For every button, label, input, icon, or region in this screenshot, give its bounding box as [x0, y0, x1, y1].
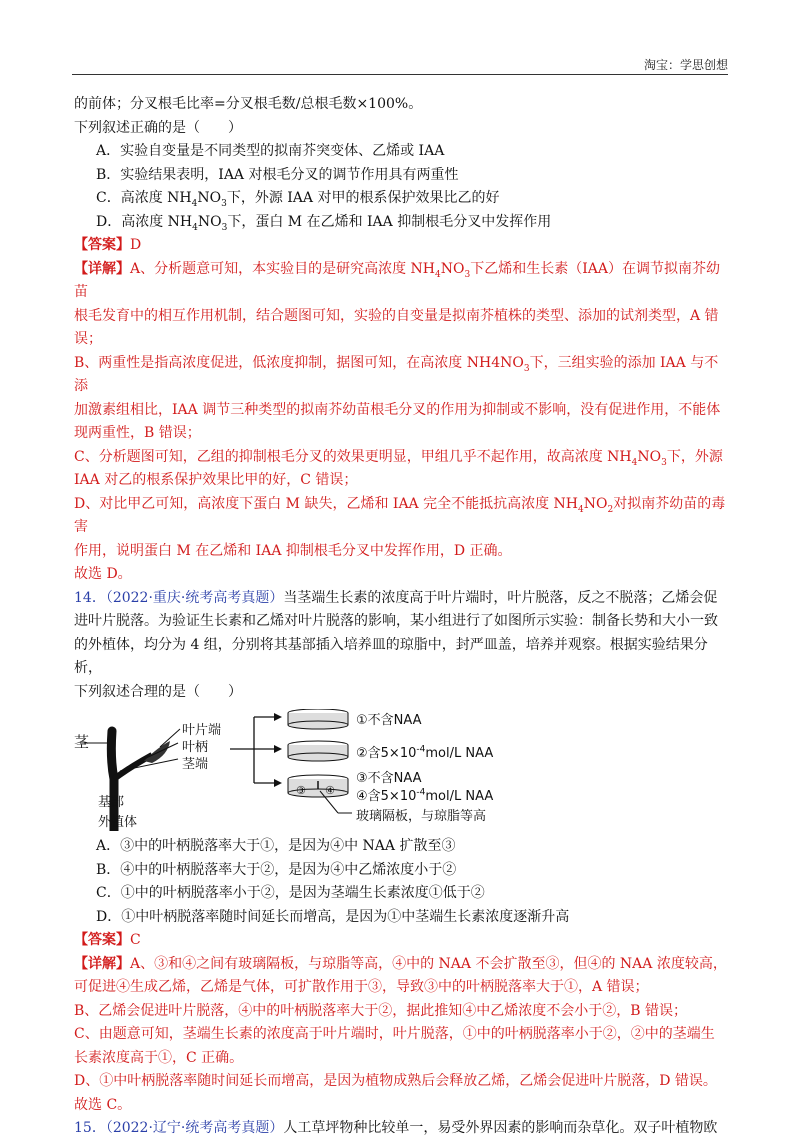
explant-label: 外植体 — [98, 815, 138, 830]
q13-line: 的前体；分叉根毛比率=分叉根毛数/总根毛数×100%。 — [74, 96, 423, 112]
q13-option-a: A．实验自变量是不同类型的拟南芥突变体、乙烯或 IAA — [96, 143, 445, 159]
glass-partition-label: 玻璃隔板，与琼脂等高 — [356, 809, 487, 824]
q14-stem-2: 进叶片脱落。为验证生长素和乙烯对叶片脱落的影响，某小组进行了如图所示实验：制备长势和大小一致 — [74, 613, 718, 629]
leaf-end-label: 叶片端 — [182, 723, 222, 738]
q14-answer: 【答案】C — [74, 932, 141, 948]
q14-stem: 14．（2022·重庆·统考高考真题）当茎端生长素的浓度高于叶片端时，叶片脱落，反之不脱落；乙烯会促 — [74, 589, 718, 606]
q14-option-b: B．④中的叶柄脱落率大于②，是因为④中乙烯浓度小于② — [96, 861, 457, 878]
dish-3-label: ③不含NAA — [356, 771, 422, 786]
explant-leaf-end — [144, 741, 170, 763]
q15-source: （2022·辽宁·统考高考真题） — [105, 1120, 284, 1136]
header-source: 淘宝：学思创想 — [643, 58, 728, 72]
q14-option-c: C．①中的叶柄脱落率小于②，是因为茎端生长素浓度①低于② — [96, 885, 485, 901]
q15-number: 15． — [74, 1120, 106, 1136]
in-dish-3-mark: ③ — [296, 784, 306, 797]
explant-petiole — [114, 755, 152, 779]
in-dish-4-mark: ④ — [325, 784, 335, 797]
q14-number: 14． — [74, 589, 106, 606]
q13-explanation: 【详解】A、分析题意可知，本实验目的是研究高浓度 $NH_4NO_3$下乙烯和生长素（IAA）在调节拟南芥幼苗 根毛发育中的相互作用机制，结合题图可知，实验的自变量是拟南芥植株的类型、添加的试剂类型，A 错 误； B、两重性是指高浓度促进，低浓度抑制，据图可知，在高浓度 $NH4NO_3$下，三组实验的添加 IAA 与不添 加激素组相比，IAA 调节三种类型的拟南芥幼苗根毛分叉的作用为抑制或不影响，没有促进作用，不能体 现两重性，B 错误； C、分析题图可知，乙组的抑制根毛分叉的效果更明显，甲组几乎不起作用，故高浓度 $NH_4NO_3$下，外源 IAA 对乙的根系保护效果比甲的好，C 错误； D、对比甲乙可知，高浓度下蛋白 M 缺失，乙烯和 IAA 完全不能抵抗高浓度 $NH_4NO_2$对拟南芥幼苗的毒害 作用，说明蛋白 M 在乙烯和 IAA 抑制根毛分叉中发挥作用，D 正确。 故选 D。 — [74, 260, 726, 582]
petri-dish-1 — [288, 709, 348, 729]
q15-stem: 15．（2022·辽宁·统考高考真题）人工草坪物种比较单一，易受外界因素的影响而杂草化。双子叶植物欧 — [74, 1120, 718, 1136]
q13-stem: 下列叙述正确的是（ ） — [74, 119, 242, 136]
q13-option-c: C．高浓度 $NH_4NO_3$下，外源 IAA 对甲的根系保护效果比乙的好 — [96, 190, 500, 209]
q14-source: （2022·重庆·统考高考真题） — [105, 589, 284, 606]
dish-4-label: ④含$5\times 10^{-4}mol/L$ NAA — [356, 787, 494, 804]
experiment-figure — [74, 709, 534, 831]
q14-stem-4: 下列叙述合理的是（ ） — [74, 683, 242, 700]
q13-option-b: B．实验结果表明，IAA 对根毛分叉的调节作用具有两重性 — [96, 166, 459, 183]
q13-answer: 【答案】D — [74, 237, 142, 253]
stem-label: 茎 — [74, 733, 90, 751]
q14-stem-3: 的外植体，均分为 4 组，分别将其基部插入培养皿的琼脂中，封严皿盖，培养并观察。根据实验结果分析， — [74, 636, 708, 676]
q14-explanation: 【详解】A、③和④之间有玻璃隔板，与琼脂等高，④中的 NAA 不会扩散至③，但④的 NAA 浓度较高， 可促进④生成乙烯，乙烯是气体，可扩散作用于③，导致③中的叶柄脱落率大于①，A 错误； B、乙烯会促进叶片脱落，④中的叶柄脱落率大于②，据此推知④中乙烯浓度不会小于②，B 错误； C、由题意可知，茎端生长素的浓度高于叶片端时，叶片脱落，①中的叶柄脱落率小于②，②中的茎端生 长素浓度高于①，C 正确。 D、①中叶柄脱落率随时间延长而增高，是因为植物成熟后会释放乙烯，乙烯会促进叶片脱落，D 错误。 故选 C。 — [74, 955, 727, 1113]
petiole-label: 叶柄 — [182, 740, 209, 755]
petri-dish-2 — [288, 741, 348, 761]
dish-2-label: ②含$5\times 10^{-4}mol/L$ NAA — [356, 744, 494, 761]
stem-end-label: 茎端 — [182, 757, 209, 772]
dish-1-label: ①不含NAA — [356, 713, 422, 728]
q14-option-a: A．③中的叶柄脱落率大于①，是因为④中 NAA 扩散至③ — [96, 838, 456, 854]
base-label: 基部 — [98, 795, 125, 810]
header-rule — [72, 74, 728, 75]
q13-option-d: D．高浓度 $NH_4NO_3$下，蛋白 M 在乙烯和 IAA 抑制根毛分叉中发挥作用 — [96, 213, 552, 233]
q14-option-d: D．①中叶柄脱落率随时间延长而增高，是因为①中茎端生长素浓度逐渐升高 — [96, 908, 570, 925]
page-content — [74, 93, 728, 1141]
